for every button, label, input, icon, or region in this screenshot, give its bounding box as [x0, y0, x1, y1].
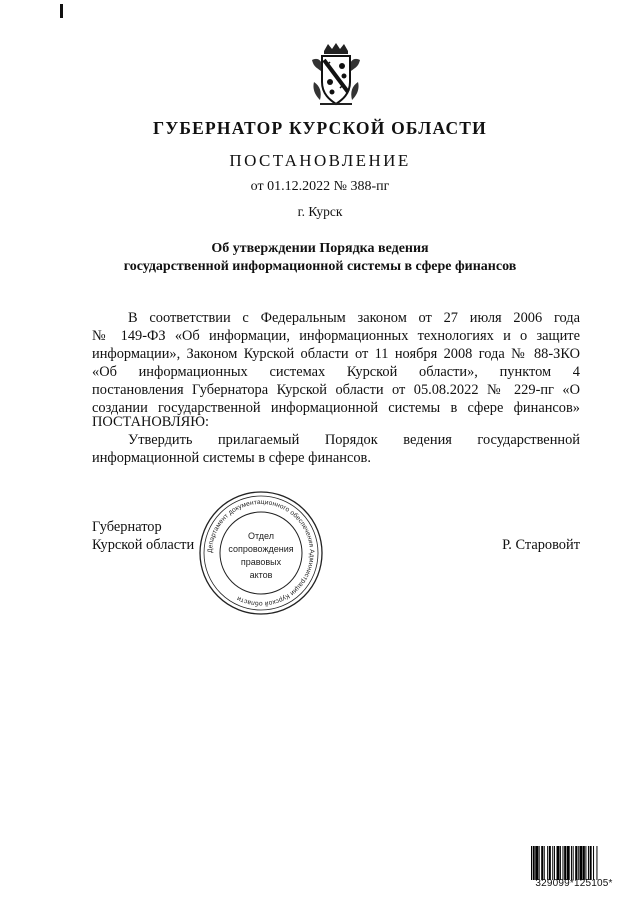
document-title-line-2: государственной информационной системы в сфере финансов [123, 259, 517, 274]
barcode-bar [549, 846, 551, 880]
barcode-bar [578, 846, 579, 880]
barcode-bar [531, 846, 532, 880]
body-line: создании государственной информационной системы в сфере финансов» [92, 400, 580, 416]
barcode-bar [547, 846, 548, 880]
barcode-bar [579, 846, 582, 880]
barcode-bar [541, 846, 543, 880]
document-type: ПОСТАНОВЛЕНИЕ [229, 151, 411, 170]
document-date-number: от 01.12.2022 № 388-пг [250, 179, 390, 194]
stamp-inner-line: актов [249, 570, 273, 580]
barcode-bar [554, 846, 555, 880]
stamp-ring-text: Департамент документационного обеспечения Администрации Курской области [206, 498, 316, 608]
barcode-bar [593, 846, 594, 880]
barcode-bar [535, 846, 538, 880]
body-line: В соответствии с Федеральным законом от 27 июля 2006 года [128, 310, 580, 326]
barcode-bar [596, 846, 597, 880]
body-line: постановления Губернатора Курской области от 05.08.2022 № 229-пг «О [92, 382, 580, 398]
barcode-bar [575, 846, 577, 880]
barcode-bar [573, 846, 574, 880]
barcode-number: 329099*125105* [535, 878, 613, 889]
barcode-bar [560, 846, 561, 880]
barcode-bar [533, 846, 535, 880]
barcode-bar [585, 846, 586, 880]
scan-mark [60, 4, 63, 18]
barcode-bar [552, 846, 553, 880]
body-line: № 149-ФЗ «Об информации, информационных технологиях и о защите [92, 328, 580, 344]
stamp-inner-line: Отдел [247, 531, 275, 541]
body-line: «Об информационных системах Курской области», пунктом 4 [92, 364, 580, 380]
barcode-icon [531, 846, 617, 880]
body-line: информационной системы в сфере финансов. [92, 450, 371, 466]
barcode-bar [544, 846, 545, 880]
barcode-bar [557, 846, 560, 880]
document-city: г. Курск [297, 204, 343, 219]
stamp-inner-line: сопровождения [228, 544, 294, 554]
barcode-bar [562, 846, 563, 880]
signatory-position-line-1: Губернатор [92, 519, 162, 535]
issuing-authority: ГУБЕРНАТОР КУРСКОЙ ОБЛАСТИ [153, 118, 487, 138]
barcode-bar [539, 846, 540, 880]
barcode-bar [590, 846, 592, 880]
body-line: ПОСТАНОВЛЯЮ: [92, 414, 210, 430]
signatory-name: Р. Старовойт [502, 537, 580, 553]
office-stamp [198, 490, 324, 616]
document-title-line-1: Об утверждении Порядка ведения [211, 241, 429, 256]
body-line: Утвердить прилагаемый Порядок ведения государственной [128, 432, 580, 448]
barcode-bar [564, 846, 566, 880]
barcode-bar [567, 846, 570, 880]
stamp-inner-line: правовых [240, 557, 282, 567]
signatory-position-line-2: Курской области [92, 537, 195, 553]
coat-of-arms-icon [310, 42, 362, 108]
barcode-bar [588, 846, 589, 880]
barcode-bar [571, 846, 572, 880]
barcode-bar [583, 846, 585, 880]
body-line: информации», Законом Курской области от 11 ноября 2008 года № 88-ЗКО [92, 346, 580, 362]
